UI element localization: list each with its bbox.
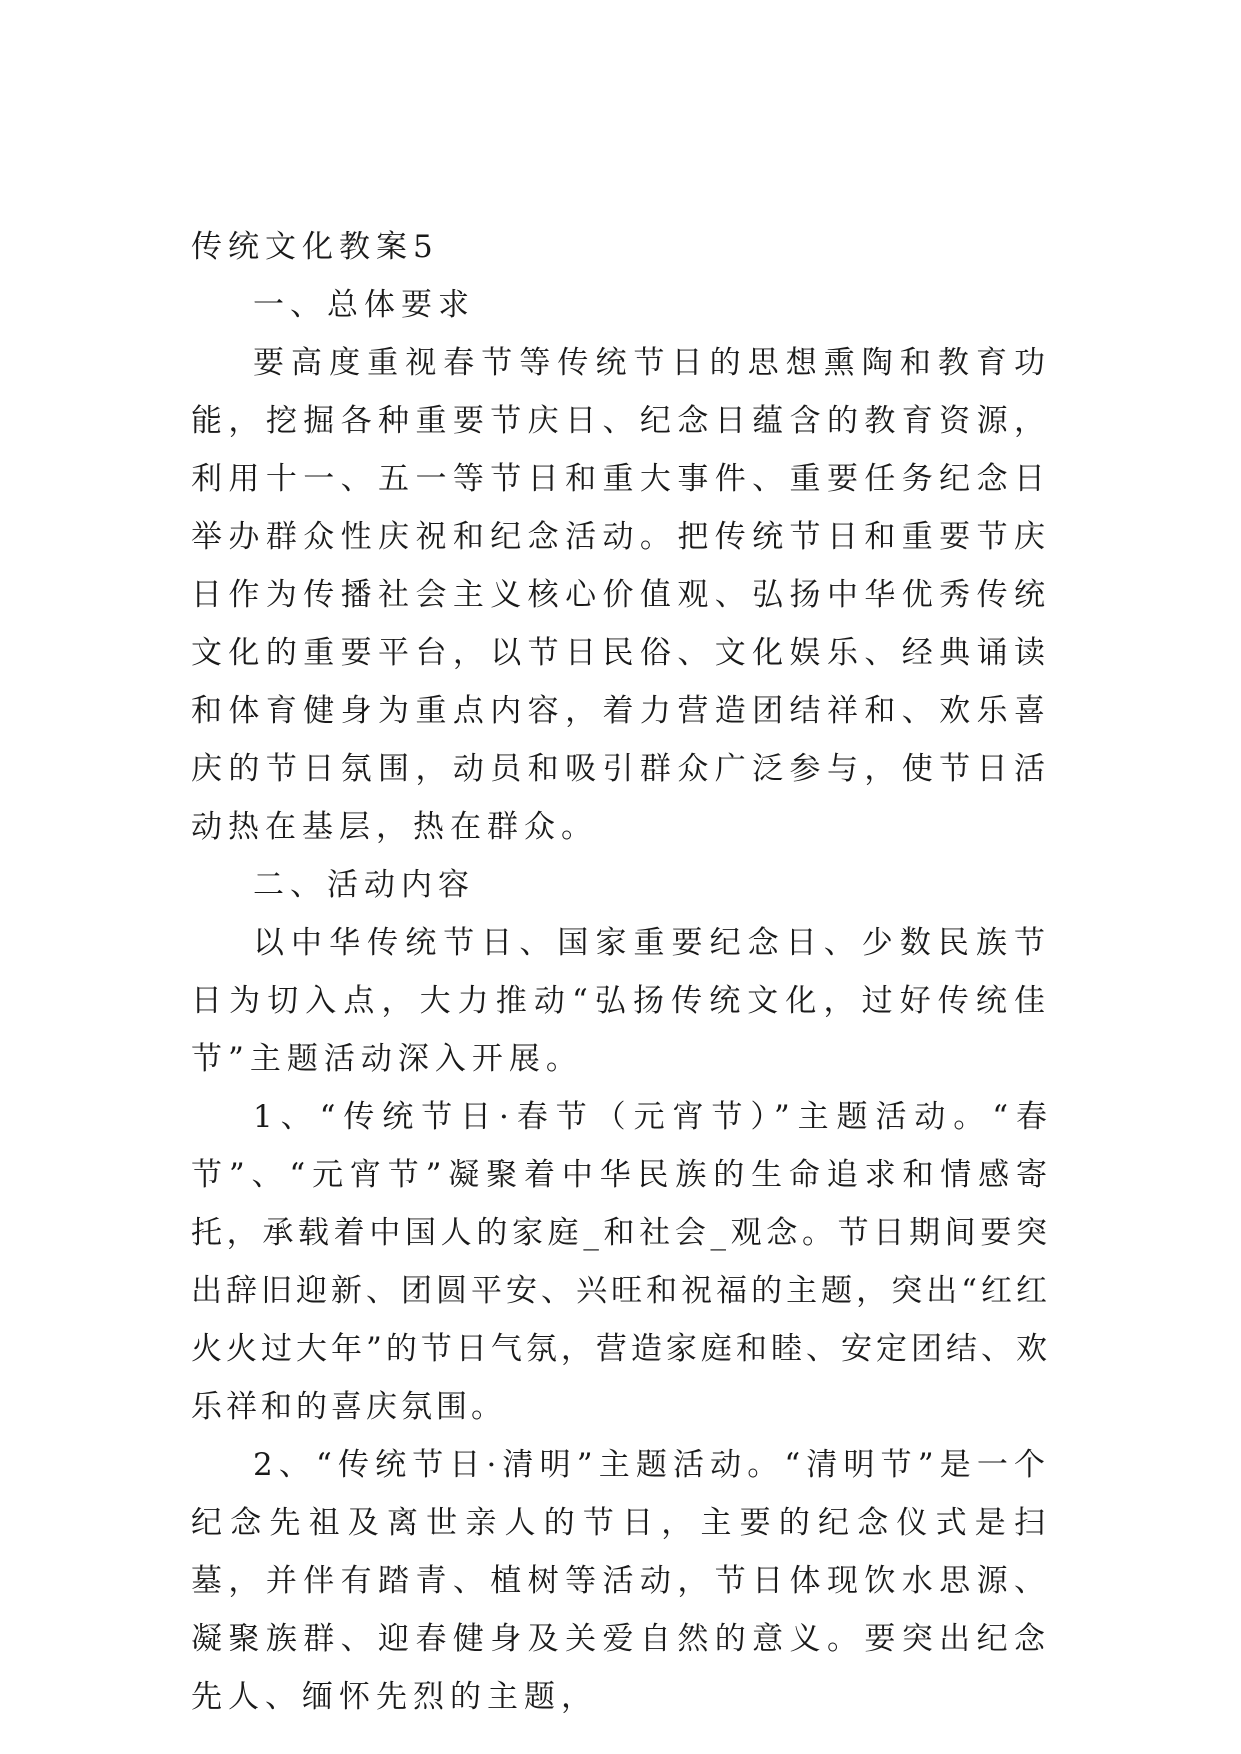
document-body	[191, 218, 1051, 1726]
section-heading-general-requirements: 一、总体要求	[253, 287, 475, 323]
paragraph-qingming: 2、“传统节日·清明”主题活动。“清明节”是一个纪念先祖及离世亲人的节日，主要的纪念仪式是扫墓，并伴有踏青、植树等活动，节日体现饮水思源、凝聚族群、迎春健身及关爱自然的意义。要突出纪念先人、缅怀先烈的主题，	[191, 1447, 1051, 1715]
section-heading-activity-content: 二、活动内容	[253, 867, 475, 903]
paragraph-spring-festival: 1、“传统节日·春节（元宵节）”主题活动。“春节”、“元宵节”凝聚着中华民族的生命追求和情感寄托，承载着中国人的家庭_和社会_观念。节日期间要突出辞旧迎新、团圆平安、兴旺和祝福的主题，突出“红红火火过大年”的节日气氛，营造家庭和睦、安定团结、欢乐祥和的喜庆氛围。	[191, 1099, 1051, 1425]
paragraph-general-requirements: 要高度重视春节等传统节日的思想熏陶和教育功能，挖掘各种重要节庆日、纪念日蕴含的教育资源，利用十一、五一等节日和重大事件、重要任务纪念日举办群众性庆祝和纪念活动。把传统节日和重要节庆日作为传播社会主义核心价值观、弘扬中华优秀传统文化的重要平台，以节日民俗、文化娱乐、经典诵读和体育健身为重点内容，着力营造团结祥和、欢乐喜庆的节日氛围，动员和吸引群众广泛参与，使节日活动热在基层，热在群众。	[191, 345, 1051, 845]
paragraph-activity-intro: 以中华传统节日、国家重要纪念日、少数民族节日为切入点，大力推动“弘扬传统文化，过好传统佳节”主题活动深入开展。	[191, 925, 1051, 1077]
document-title: 传统文化教案5	[191, 229, 439, 265]
